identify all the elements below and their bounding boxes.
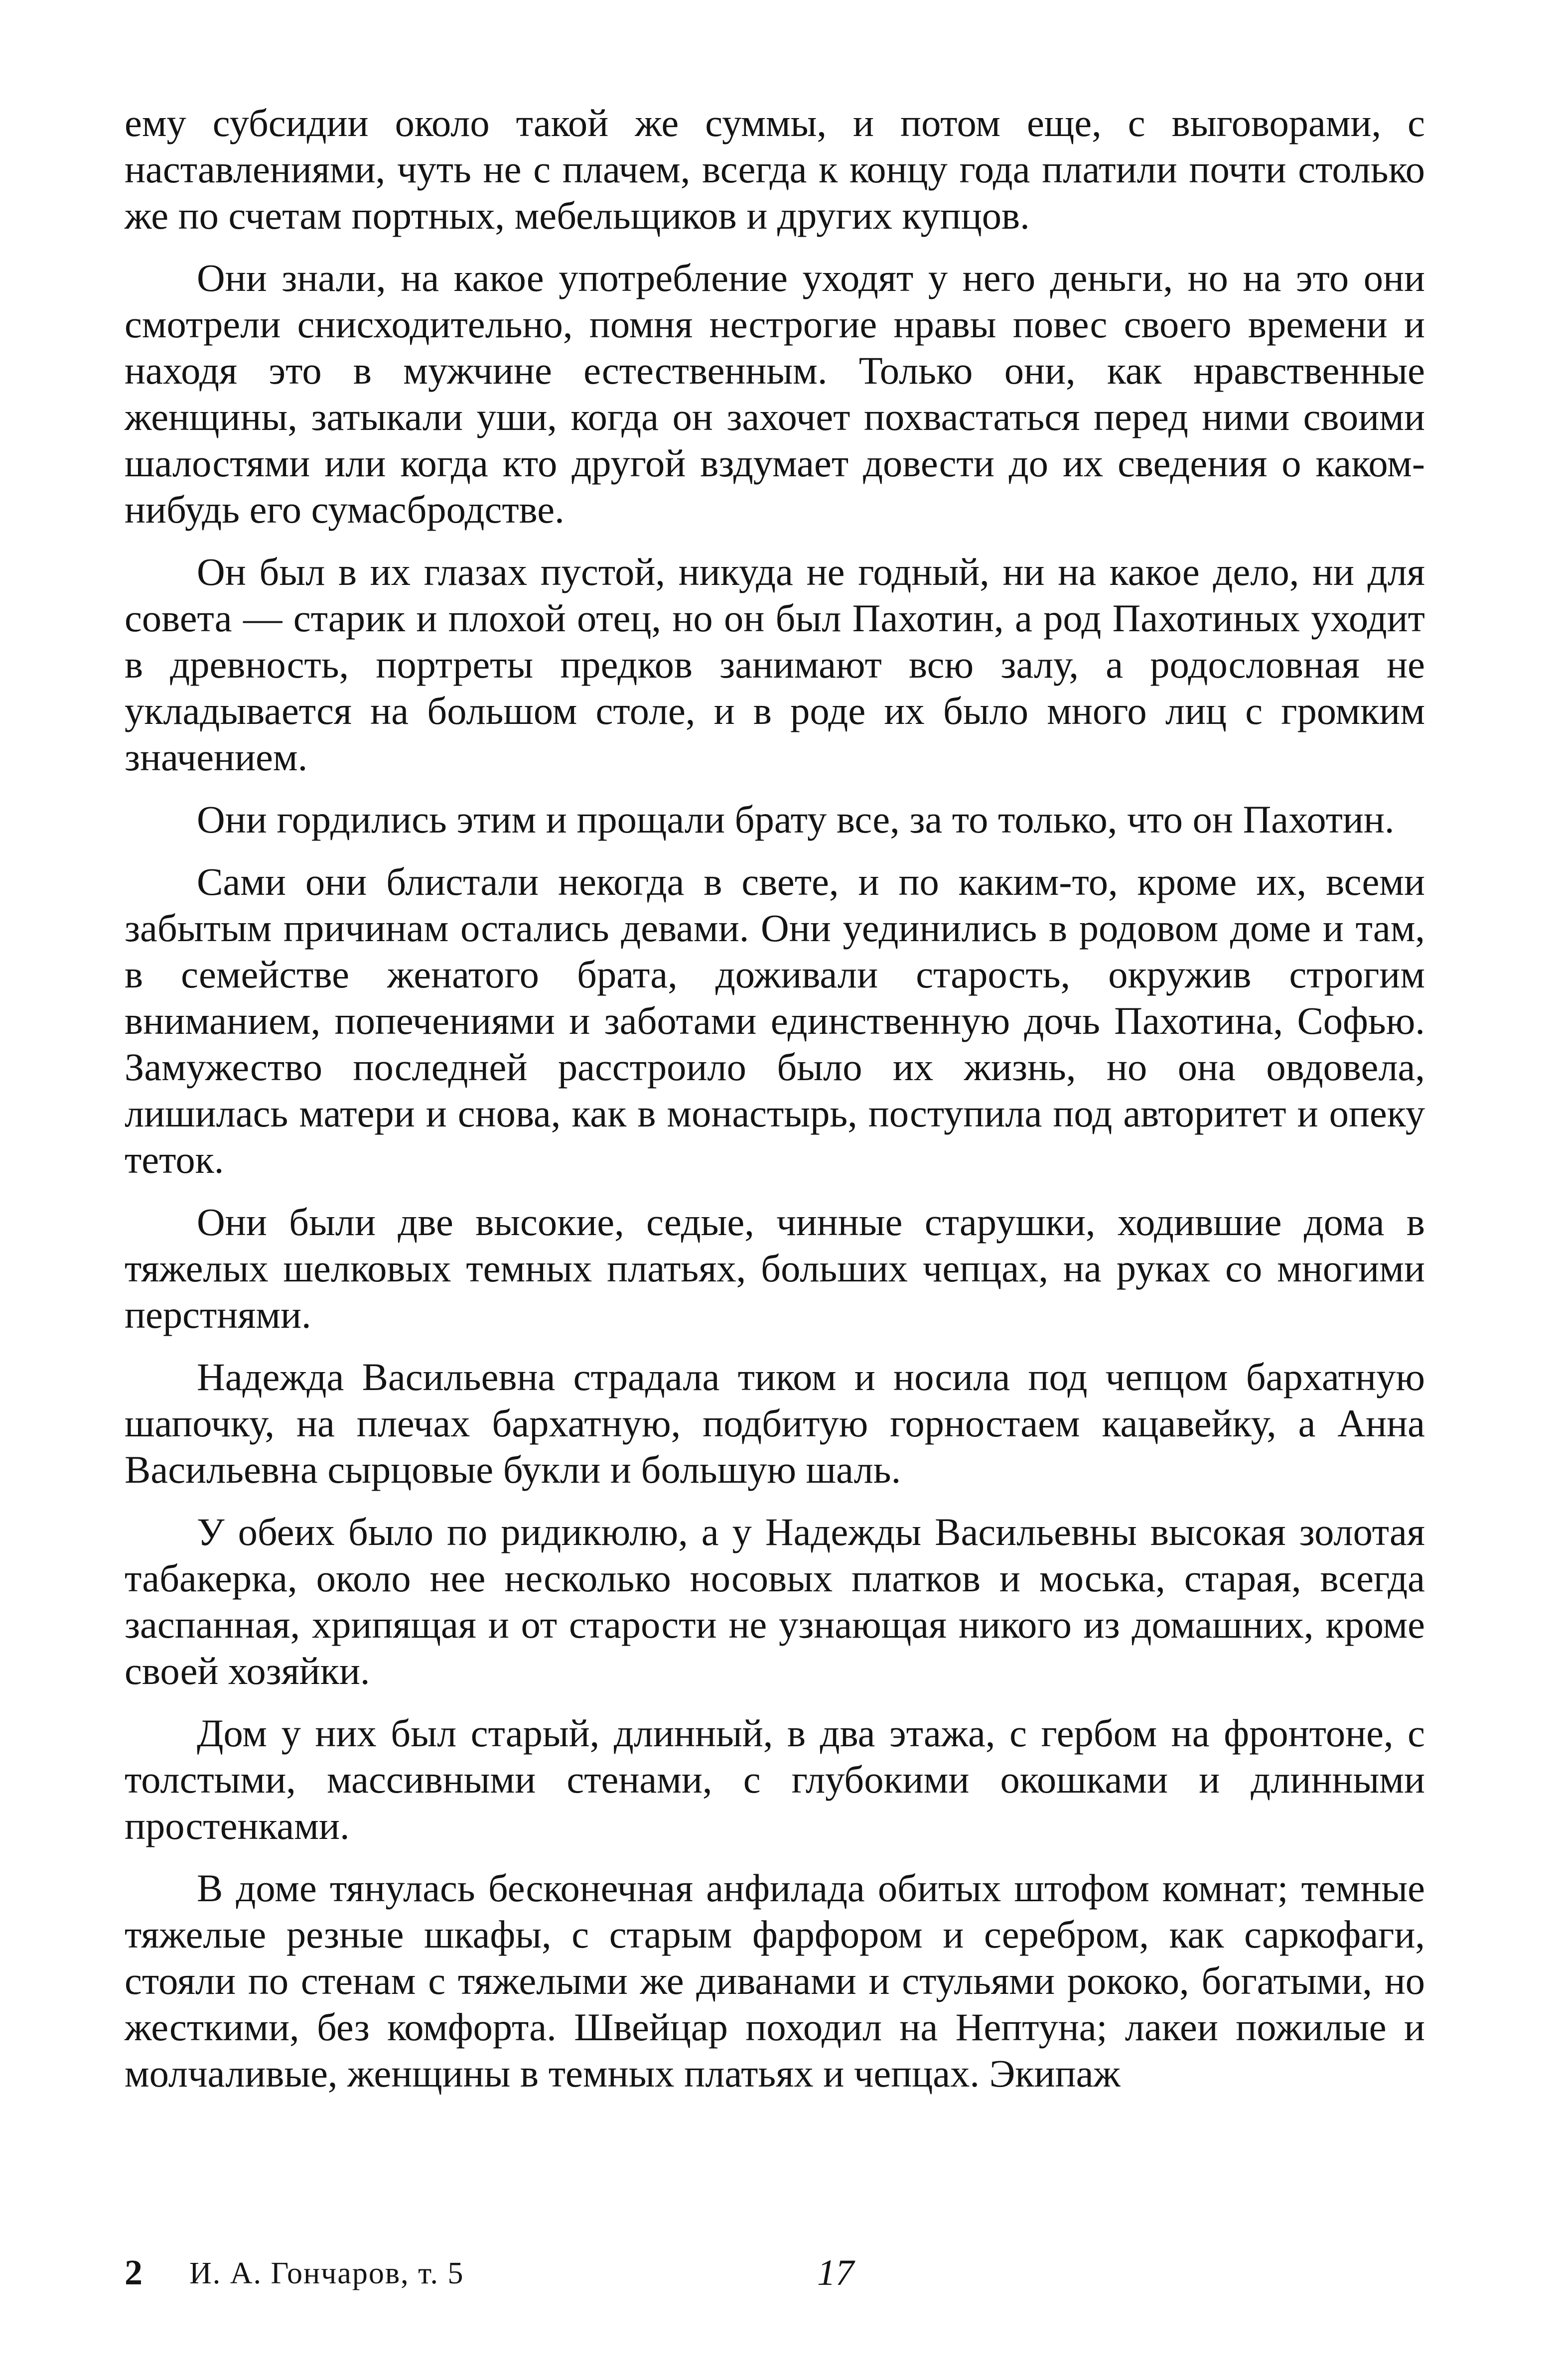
paragraph-9: Дом у них был старый, длинный, в два этажа, с гербом на фронтоне, с толстыми, массивными стенами, с глубокими окошками и длинными простенками.	[125, 1711, 1425, 1847]
signature-text: И. А. Гончаров, т. 5	[189, 2256, 464, 2290]
signature-number: 2	[125, 2252, 142, 2292]
paragraph-1: ему субсидии около такой же суммы, и потом еще, с выговорами, с наставлениями, чуть не с плачем, всегда к концу года платили почти столько же по счетам портных, мебельщиков и других купцов.	[125, 101, 1425, 237]
paragraph-5: Сами они блистали некогда в свете, и по каким-то, кроме их, всеми забытым причинам остались девами. Они уединились в родовом доме и там, в семействе женатого брата, доживали старость, окружив строгим вниманием, попечениями и заботами единственную дочь Пахотина, Софью. Замужество последней расстроило было их жизнь, но она овдовела, лишилась матери и снова, как в монастырь, поступила под авторитет и опеку теток.	[125, 860, 1425, 1181]
page-footer	[125, 2252, 1425, 2302]
page-body	[125, 100, 1425, 2112]
page-number: 17	[817, 2252, 854, 2293]
paragraph-8: У обеих было по ридикюлю, а у Надежды Васильевны высокая золотая табакерка, около нее несколько носовых платков и моська, старая, всегда заспанная, хрипящая и от старости не узнающая никого из домашних, кроме своей хозяйки.	[125, 1510, 1425, 1692]
paragraph-2: Они знали, на какое употребление уходят у него деньги, но на это они смотрели снисходительно, помня нестрогие нравы повес своего времени и находя это в мужчине естественным. Только они, как нравственные женщины, затыкали уши, когда он захочет похвастаться перед ними своими шалостями или когда кто другой вздумает довести до их сведения о каком-нибудь его сумасбродстве.	[125, 256, 1425, 531]
paragraph-3: Он был в их глазах пустой, никуда не годный, ни на какое дело, ни для совета — старик и плохой отец, но он был Пахотин, а род Пахотиных уходит в древность, портреты предков занимают всю залу, а родословная не укладывается на большом столе, и в роде их было много лиц с громким значением.	[125, 550, 1425, 779]
paragraph-7: Надежда Васильевна страдала тиком и носила под чепцом бархатную шапочку, на плечах бархатную, подбитую горностаем кацавейку, а Анна Васильевна сырцовые букли и большую шаль.	[125, 1355, 1425, 1491]
paragraph-6: Они были две высокие, седые, чинные старушки, ходившие дома в тяжелых шелковых темных платьях, больших чепцах, на руках со многими перстнями.	[125, 1200, 1425, 1336]
paragraph-10: В доме тянулась бесконечная анфилада обитых штофом комнат; темные тяжелые резные шкафы, с старым фарфором и серебром, как саркофаги, стояли по стенам с тяжелыми же диванами и стульями рококо, богатыми, но жесткими, без комфорта. Швейцар походил на Нептуна; лакеи пожилые и молчаливые, женщины в темных платьях и чепцах. Экипаж	[125, 1866, 1425, 2095]
paragraph-4: Они гордились этим и прощали брату все, за то только, что он Пахотин.	[197, 798, 1395, 841]
